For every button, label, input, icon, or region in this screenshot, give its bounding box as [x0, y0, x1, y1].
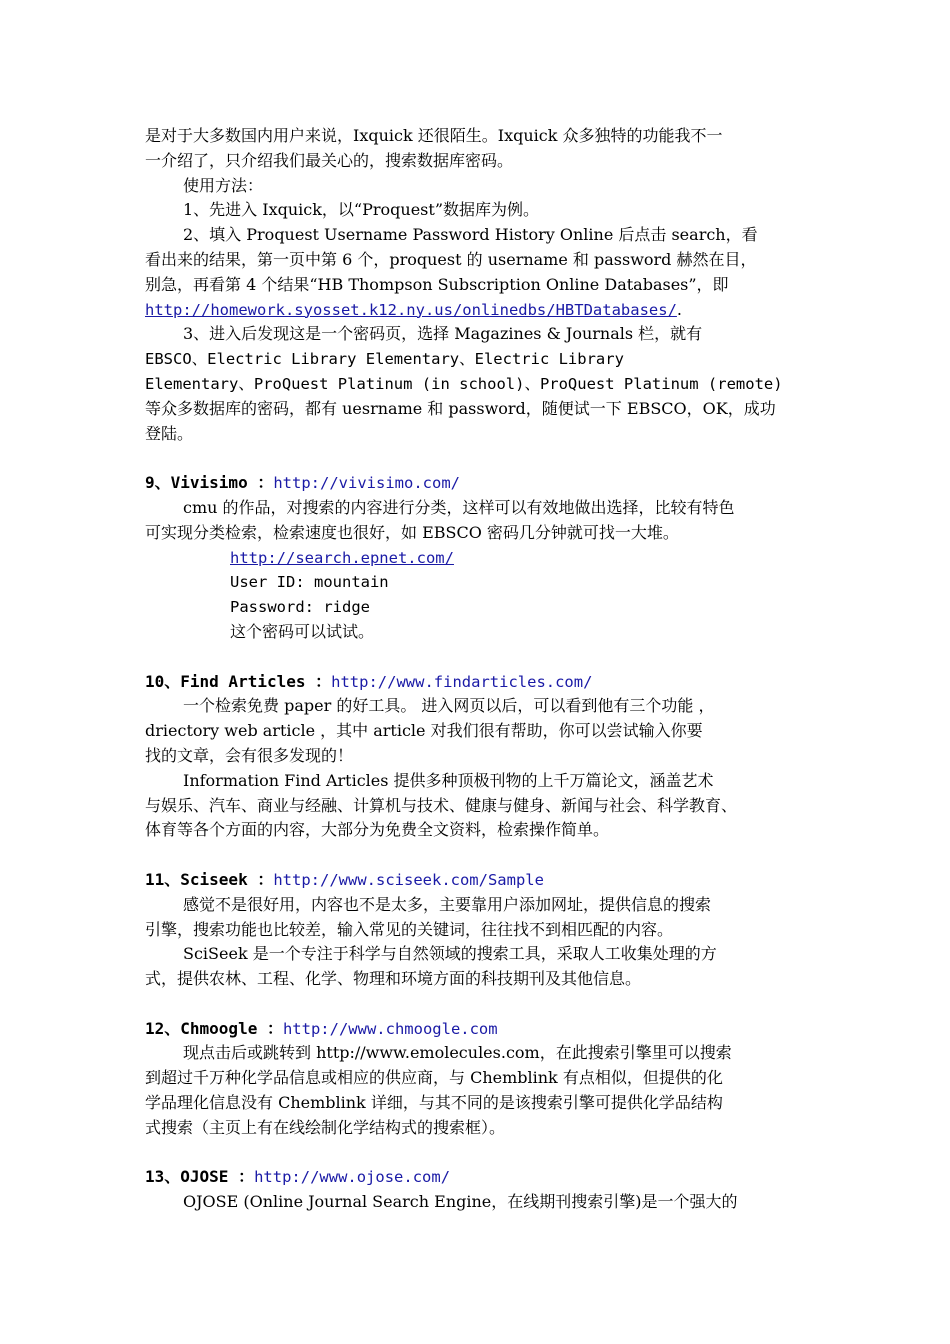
paragraph-line: 感觉不是很好用，内容也不是太多，主要靠用户添加网址，提供信息的搜索 — [183, 894, 712, 914]
heading-text: 12、Chmoogle ： — [145, 1018, 283, 1038]
document-page — [145, 124, 810, 1215]
paragraph-line: EBSCO、Electric Library Elementary、Electric Library — [145, 350, 624, 369]
section-heading-findarticles — [145, 670, 810, 695]
vivisimo-url[interactable]: http://vivisimo.com/ — [273, 474, 460, 493]
paragraph-line: 一介绍了，只介绍我们最关心的，搜索数据库密码。 — [145, 150, 514, 170]
paragraph-line: Information Find Articles 提供多种顶极刊物的上千万篇论文，涵盖艺术 — [183, 770, 714, 790]
epnet-link[interactable]: http://search.epnet.com/ — [230, 548, 454, 567]
findarticles-url[interactable]: http://www.findarticles.com/ — [331, 672, 593, 691]
paragraph-line: 体育等各个方面的内容，大部分为免费全文资料，检索操作简单。 — [145, 820, 610, 840]
paragraph-line: 3、进入后发现这是一个密码页，选择 Magazines & Journals 栏，就有 — [183, 324, 703, 344]
paragraph-line: cmu 的作品，对搜索的内容进行分类，这样可以有效地做出选择，比较有特色 — [183, 497, 735, 517]
sciseek-url[interactable]: http://www.sciseek.com/Sample — [273, 870, 544, 889]
paragraph-line: 引擎，搜索功能也比较差，输入常见的关键词，往往找不到相匹配的内容。 — [145, 919, 674, 939]
ojose-url[interactable]: http://www.ojose.com/ — [254, 1168, 451, 1187]
link-suffix: . — [676, 299, 683, 319]
user-id-text: User ID: mountain — [230, 573, 389, 592]
paragraph-line: 使用方法： — [183, 175, 264, 195]
link-line — [145, 298, 810, 323]
paragraph-line: 找的文章，会有很多发现的！ — [145, 745, 354, 765]
paragraph-line: 式搜索（主页上有在线绘制化学结构式的搜索框）。 — [145, 1117, 506, 1137]
paragraph-line: 别急，再看第 4 个结果“HB Thompson Subscription Online Databases”，即 — [145, 274, 729, 294]
paragraph-line: 学品理化信息没有 Chemblink 详细，与其不同的是该搜索引擎可提供化学品结构 — [145, 1093, 723, 1113]
section-heading-vivisimo — [145, 471, 810, 496]
heading-text: 13、OJOSE ： — [145, 1167, 255, 1187]
section-heading-sciseek — [145, 868, 810, 893]
heading-text: 10、Find Articles ： — [145, 671, 332, 691]
paragraph-line: driectory web article ，其中 article 对我们很有帮助，你可以尝试输入你要 — [145, 721, 703, 741]
heading-text: 9、Vivisimo ： — [145, 473, 274, 493]
heading-text: 11、Sciseek ： — [145, 869, 274, 889]
paragraph-line: SciSeek 是一个专注于科学与自然领域的搜索工具，采取人工收集处理的方 — [183, 944, 717, 964]
paragraph-line: 与娱乐、汽车、商业与经融、计算机与技术、健康与健身、新闻与社会、科学教育、 — [145, 795, 738, 815]
hbt-databases-link[interactable]: http://homework.syosset.k12.ny.us/onlinedbs/HBTDatabases/ — [145, 300, 677, 319]
paragraph-line: 2、填入 Proquest Username Password History Online 后点击 search，看 — [183, 225, 758, 245]
paragraph-line: 可实现分类检索，检索速度也很好，如 EBSCO 密码几分钟就可找一大堆。 — [145, 522, 679, 542]
paragraph-line: 等众多数据库的密码，都有 uesrname 和 password，随便试一下 EBSCO，OK，成功 — [145, 398, 776, 418]
paragraph-line: OJOSE (Online Journal Search Engine，在线期刊搜索引擎)是一个强大的 — [183, 1192, 738, 1212]
section-heading-chmoogle — [145, 1017, 810, 1042]
chmoogle-url[interactable]: http://www.chmoogle.com — [282, 1019, 498, 1038]
paragraph-line: 式，提供农林、工程、化学、物理和环境方面的科技期刊及其他信息。 — [145, 969, 642, 989]
paragraph-line: 一个检索免费 paper 的好工具。 进入网页以后，可以看到他有三个功能 ， — [183, 696, 715, 716]
paragraph-line: 到超过千万种化学品信息或相应的供应商，与 Chemblink 有点相似，但提供的化 — [145, 1068, 723, 1088]
note-text: 这个密码可以试试。 — [230, 621, 375, 641]
paragraph-line: Elementary、ProQuest Platinum (in school)、ProQuest Platinum (remote) — [145, 374, 783, 393]
paragraph-line: 是对于大多数国内用户来说，Ixquick 还很陌生。Ixquick 众多独特的功能我不一 — [145, 126, 723, 145]
password-text: Password: ridge — [230, 598, 370, 617]
section-heading-ojose — [145, 1165, 810, 1190]
paragraph-line: 看出来的结果，第一页中第 6 个，proquest 的 username 和 password 赫然在目， — [145, 249, 757, 269]
paragraph-line: 登陆。 — [145, 423, 194, 443]
paragraph-line: 现点击后或跳转到 http://www.emolecules.com，在此搜索引擎里可以搜索 — [183, 1043, 732, 1063]
paragraph-line: 1、先进入 Ixquick，以“Proquest”数据库为例。 — [183, 200, 539, 220]
